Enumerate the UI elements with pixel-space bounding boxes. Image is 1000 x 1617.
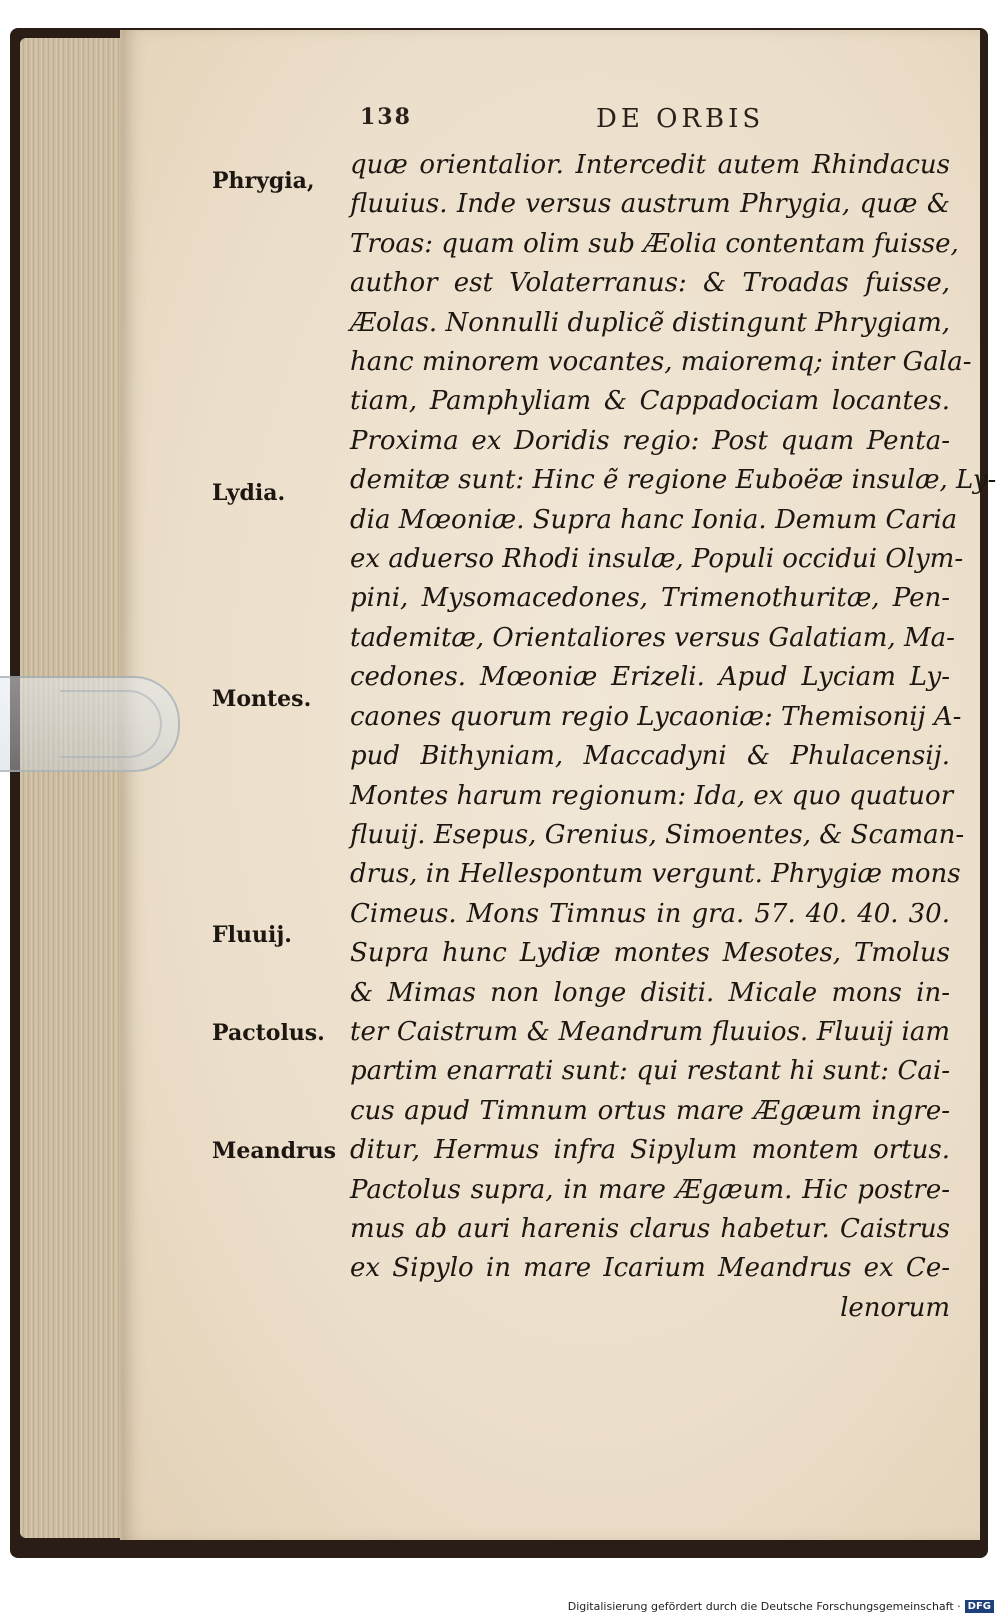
catchword: lenorum — [840, 1292, 950, 1323]
margin-note-montes: Montes. — [212, 686, 312, 712]
page-clip-loop — [60, 690, 162, 758]
text-line: ex Sipylo in mare Icarium Meandrus ex Ce- — [350, 1253, 950, 1284]
page-number: 138 — [360, 104, 412, 130]
text-line: mus ab auri harenis clarus habetur. Caistrus — [350, 1213, 950, 1244]
text-line: caones quorum regio Lycaoniæ: Themisonij A- — [350, 701, 962, 732]
text-line: dia Mœoniæ. Supra hanc Ionia. Demum Caria — [350, 504, 958, 535]
text-line: Troas: quam olim sub Æolia contentam fuisse, — [350, 228, 959, 259]
text-line: pini, Mysomacedones, Trimenothuritæ, Pen- — [350, 583, 950, 614]
margin-note-pactolus: Pactolus. — [212, 1020, 325, 1046]
text-line: fluuij. Esepus, Grenius, Simoentes, & Scaman- — [350, 819, 965, 850]
text-line: tiam, Pamphyliam & Cappadociam locantes. — [350, 386, 950, 417]
text-line: hanc minorem vocantes, maioremq; inter Gala- — [350, 347, 972, 378]
text-line: Cimeus. Mons Timnus in gra. 57. 40. 40. 30. — [350, 898, 950, 929]
page-header — [360, 104, 920, 144]
text-line: drus, in Hellespontum vergunt. Phrygiæ mons — [350, 859, 961, 890]
margin-note-meandrus: Meandrus — [212, 1138, 336, 1164]
digitization-credit — [568, 1600, 994, 1613]
margin-note-lydia: Lydia. — [212, 480, 286, 506]
page-clip — [0, 676, 180, 772]
text-line: quæ orientalior. Intercedit autem Rhindacus — [350, 150, 950, 180]
text-line: cus apud Timnum ortus mare Ægæum ingre- — [350, 1095, 950, 1126]
text-line: pud Bithyniam, Maccadyni & Phulacensij. — [350, 741, 950, 772]
text-line: Proxima ex Doridis regio: Post quam Penta- — [350, 425, 950, 456]
text-line: Æolas. Nonnulli duplicẽ distingunt Phrygiam, — [350, 307, 950, 338]
text-line: Montes harum regionum: Ida, ex quo quatuor — [350, 780, 954, 811]
margin-note-phrygia: Phrygia, — [212, 168, 315, 194]
credit-text: Digitalisierung gefördert durch die Deutsche Forschungsgemeinschaft · — [567, 1600, 961, 1613]
text-line: & Mimas non longe disiti. Micale mons in- — [350, 977, 950, 1008]
text-line: cedones. Mœoniæ Erizeli. Apud Lyciam Ly- — [350, 662, 950, 693]
text-line: fluuius. Inde versus austrum Phrygia, quæ & — [350, 189, 950, 220]
text-line: ditur, Hermus infra Sipylum montem ortus. — [350, 1135, 950, 1166]
text-line: author est Volaterranus: & Troadas fuisse, — [350, 268, 950, 299]
text-line: ex aduerso Rhodi insulæ, Populi occidui Olym- — [350, 544, 964, 575]
margin-note-fluuij: Fluuij. — [212, 922, 292, 948]
text-line: Supra hunc Lydiæ montes Mesotes, Tmolus — [350, 938, 950, 969]
text-line: partim enarrati sunt: qui restant hi sunt: Cai- — [350, 1056, 950, 1087]
text-line: tademitæ, Orientaliores versus Galatiam, Ma- — [350, 622, 955, 653]
main-text — [350, 146, 997, 1328]
text-line: demitæ sunt: Hinc ẽ regione Euboëæ insulæ, Ly- — [350, 465, 997, 496]
page-edges — [20, 38, 130, 1538]
running-title: DE ORBIS — [596, 104, 765, 134]
text-line: ter Caistrum & Meandrum fluuios. Fluuij iam — [350, 1016, 950, 1047]
dfg-logo: DFG — [965, 1600, 994, 1613]
text-line: Pactolus supra, in mare Ægæum. Hic postre- — [350, 1174, 950, 1205]
